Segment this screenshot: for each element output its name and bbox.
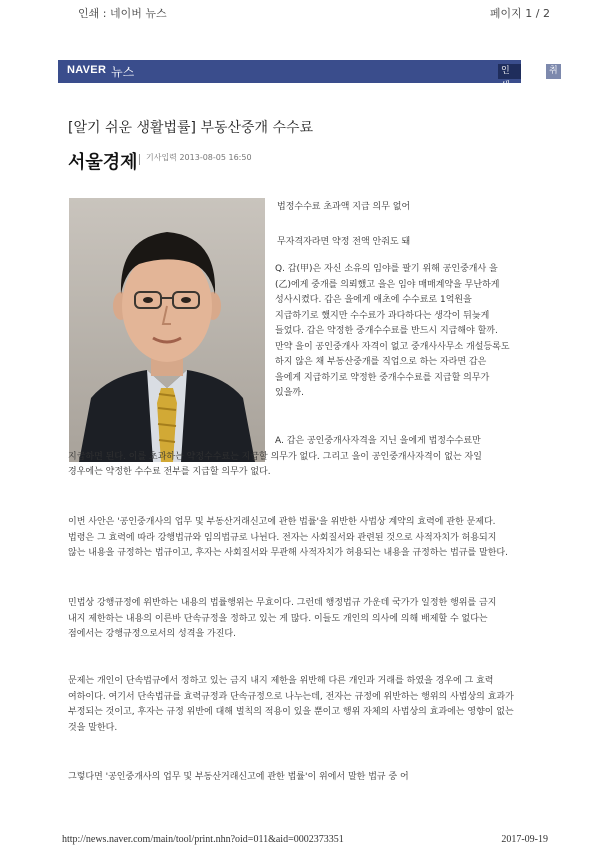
paragraph-question: Q. 갑(甲)은 자신 소유의 임야를 팔기 위해 공인중개사 을(乙)에게 중개를 의뢰했고 을은 임야 매매계약을 무난하게 성사시켰다. 갑은 을에게 애초에 수수료로 1억원을 지급하기로 했지만 수수료가 과다하다는 생각이 뒤늦게 들었다. 갑은 약정한 중개수수료를 반드시 지급해야 할까. 만약 을이 공인중개사 자격이 없고 중개사사무소 개설등록도 하지 않은 채 부동산중개를 직업으로 하는 자라면 갑은 을에게 지급하기로 약정한 중개수수료를 지급할 의무가 있을까. [275,264,510,398]
article-headline: [알기 쉬운 생활법률] 부동산중개 수수료 [68,120,314,136]
naver-logo[interactable]: NAVER [67,64,107,76]
portrait-image [69,198,265,462]
footer-date: 2017-09-19 [501,834,548,845]
naver-toolbar [58,60,558,121]
subhead-2: 무자격자라면 약정 전액 안줘도 돼 [277,237,411,247]
print-title: 인쇄 : 네이버 뉴스 [78,7,167,20]
cancel-button[interactable]: 취소 [546,64,561,79]
paragraph-3: 문제는 개인이 단속법규에서 정하고 있는 금지 내지 제한을 위반해 다른 개인과 거래를 하였을 경우에 그 효력 여하이다. 여기서 단속법규를 효력규정과 단속규정으로 나누는데, 전자는 규정에 위반하는 행위의 사법상의 효과가 부정되는 것이고, 후자는 규정 위반에 대해 벌칙의 적용이 있을 뿐이고 행위 자체의 사법상의 효과에는 영향이 없는 것을 말한다. [68,676,514,733]
paragraph-1: 이번 사안은 '공인중개사의 업무 및 부동산거래신고에 관한 법률'을 위반한 사법상 계약의 효력에 관한 문제다. 법령은 그 효력에 따라 강행법규와 임의법규로 나뉜다. 전자는 사회질서와 관련된 것으로 사적자치가 허용되지 않는 내용을 규정하는 법규이고, 후자는 사회질서와 무관해 사적자치가 허용되는 내용을 규정하는 법규를 말한다. [68,517,508,558]
paragraph-4: 그렇다면 '공인중개사의 업무 및 부동산거래신고에 관한 법률'이 위에서 말한 법규 중 어 [68,772,409,782]
author-photo [69,198,265,462]
footer-url: http://news.naver.com/main/tool/print.nhn?oid=011&aid=0002373351 [62,834,344,845]
press-name: 서울경제 [68,152,138,173]
page-indicator: 페이지 1 / 2 [489,7,550,20]
paragraph-answer: A. 갑은 공인중개사자격을 지닌 을에게 법정수수료만 지급하면 된다. 이를 초과하는 약정수수료는 지급할 의무가 없다. 그리고 을이 공인중개사자격이 없는 자일 경우에는 약정한 수수료 전부를 지급할 의무가 없다. [68,436,482,477]
paragraph-answer-start [68,434,516,481]
print-button[interactable]: 인쇄하기 [498,64,521,79]
print-header [0,0,600,22]
subhead-1: 법정수수료 초과액 지급 의무 없어 [277,202,411,212]
paragraph-2: 민법상 강행규정에 위반하는 내용의 법률행위는 무효이다. 그런데 행정법규 가운데 국가가 일정한 행위를 금지 내지 제한하는 내용의 이른바 단속규정을 정하고 있는 게 많다. 이들도 개인의 의사에 의해 배제할 수 없다는 점에서는 강행규정으로서의 성격을 가진다. [68,598,497,639]
article-date: 기사입력 2013-08-05 16:50 [146,153,252,162]
news-section-label[interactable]: 뉴스 [111,65,135,79]
divider [139,154,140,165]
